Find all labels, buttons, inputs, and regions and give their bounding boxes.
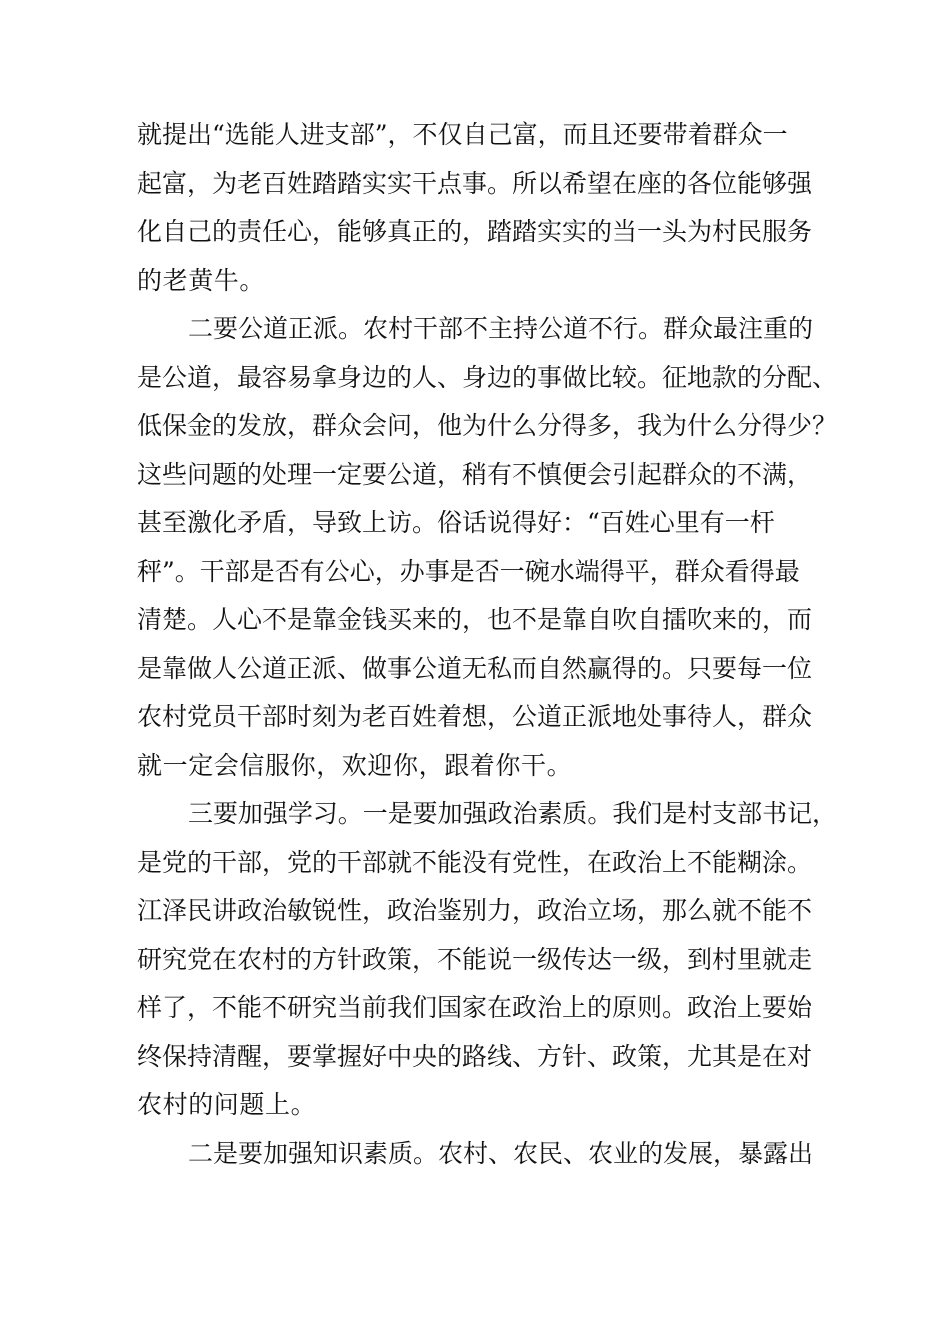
text-line: 化自己的责任心，能够真正的，踏踏实实的当一头为村民服务 <box>137 217 813 246</box>
text-line: 就提出“选能人进支部”，不仅自己富，而且还要带着群众一 <box>137 120 788 149</box>
text-line: 起富，为老百姓踏踏实实干点事。所以希望在座的各位能够强 <box>137 168 813 198</box>
text-line: 甚至激化矛盾，导致上访。俗话说得好：“百姓心里有一杆 <box>137 508 775 537</box>
text-line: 样了，不能不研究当前我们国家在政治上的原则。政治上要始 <box>137 993 813 1022</box>
text-line: 农村党员干部时刻为老百姓着想，公道正派地处事待人，群众 <box>137 702 813 731</box>
text-line: 低保金的发放，群众会问，他为什么分得多，我为什么分得少？ <box>137 411 837 440</box>
document-body <box>137 111 837 1178</box>
text-line: 江泽民讲政治敏锐性，政治鉴别力，政治立场，那么就不能不 <box>137 896 813 925</box>
text-line: 农村的问题上。 <box>137 1090 317 1119</box>
text-line: 终保持清醒，要掌握好中央的路线、方针、政策，尤其是在对 <box>137 1041 813 1071</box>
text-line: 秤”。干部是否有公心，办事是否一碗水端得平，群众看得最 <box>137 556 800 586</box>
text-line: 这些问题的处理一定要公道，稍有不慎便会引起群众的不满， <box>137 459 813 489</box>
text-line: 清楚。人心不是靠金钱买来的，也不是靠自吹自擂吹来的，而 <box>137 605 813 634</box>
text-line: 是靠做人公道正派、做事公道无私而自然赢得的。只要每一位 <box>137 653 813 683</box>
text-line: 就一定会信服你，欢迎你，跟着你干。 <box>137 750 573 780</box>
paragraph-first-line: 三要加强学习。一是要加强政治素质。我们是村支部书记， <box>188 799 837 828</box>
text-line: 研究党在农村的方针政策，不能说一级传达一级，到村里就走 <box>137 944 813 974</box>
paragraph-first-line: 二要公道正派。农村干部不主持公道不行。群众最注重的 <box>188 314 814 343</box>
text-line: 是党的干部，党的干部就不能没有党性，在政治上不能糊涂。 <box>137 847 813 877</box>
text-line: 的老黄牛。 <box>137 265 266 295</box>
text-line: 是公道，最容易拿身边的人、身边的事做比较。征地款的分配、 <box>137 362 837 392</box>
paragraph-first-line: 二是要加强知识素质。农村、农民、农业的发展，暴露出 <box>188 1138 814 1168</box>
